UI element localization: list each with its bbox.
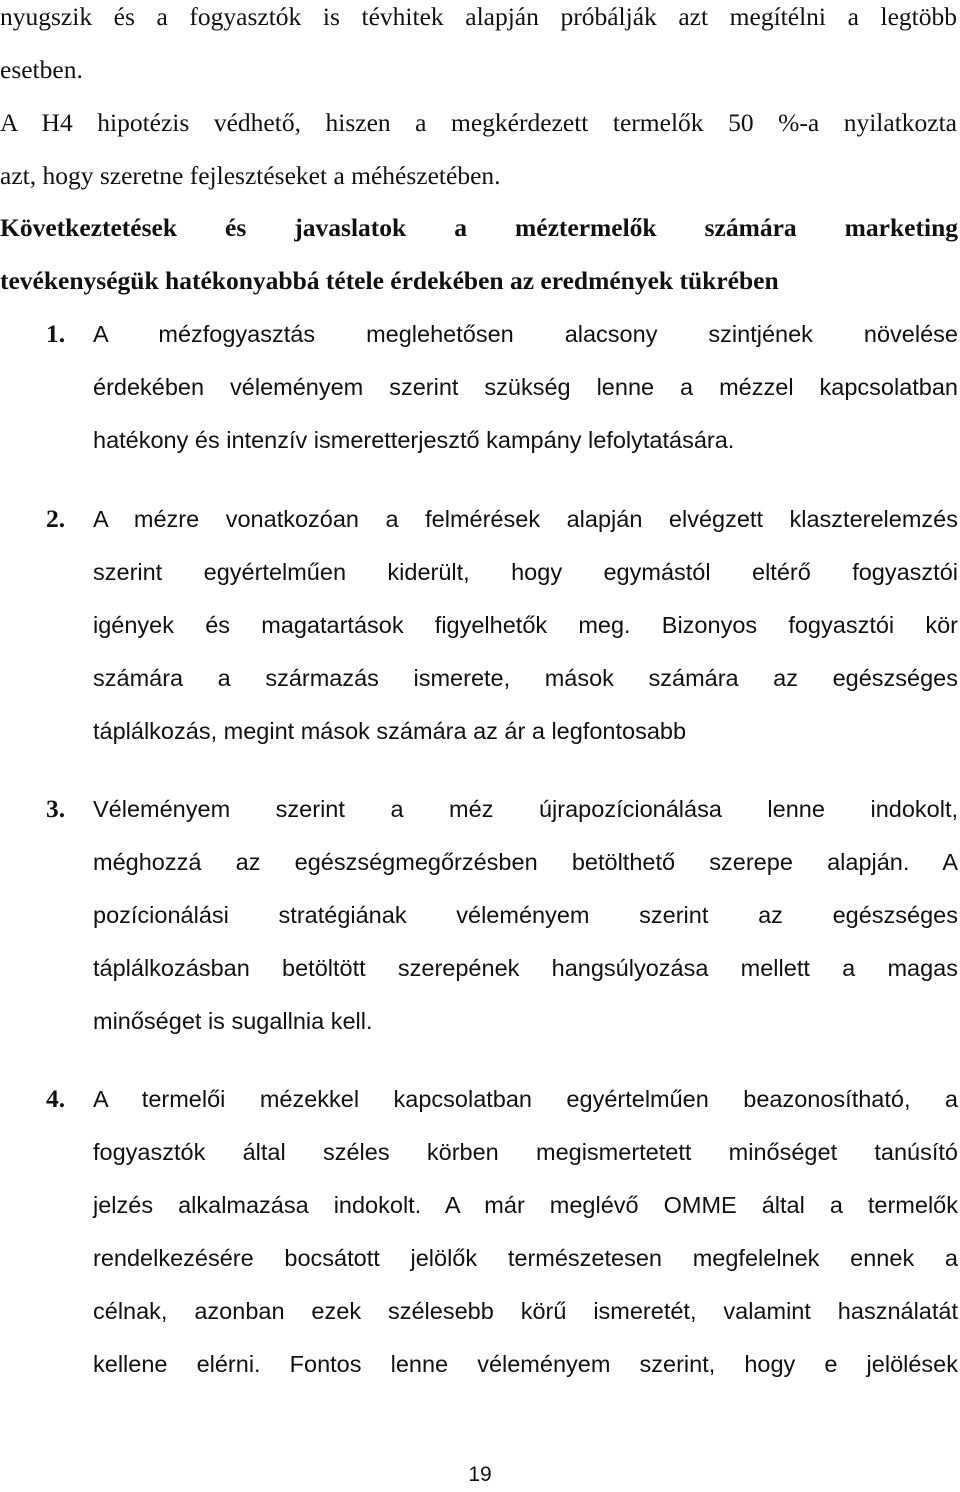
list-item-number: 1. bbox=[46, 319, 66, 348]
list-item-line: méghozzá az egészségmegőrzésben betölthető szerepe alapján. A bbox=[93, 849, 958, 875]
intro-line-4: azt, hogy szeretne fejlesztéseket a méhészetében. bbox=[0, 161, 501, 190]
list-item-line: Véleményem szerint a méz újrapozícionálása lenne indokolt, bbox=[93, 796, 958, 822]
intro-line-1: nyugszik és a fogyasztók is tévhitek alapján próbálják azt megítélni a legtöbb bbox=[0, 2, 957, 31]
section-heading-line-1: Következtetések és javaslatok a méztermelők számára marketing bbox=[0, 213, 958, 242]
intro-line-2: esetben. bbox=[0, 55, 83, 84]
list-item-line: táplálkozás, megint mások számára az ár a legfontosabb bbox=[93, 718, 687, 744]
list-item-number: 3. bbox=[46, 794, 66, 823]
list-item-line: minőséget is sugallnia kell. bbox=[93, 1008, 373, 1034]
list-item-line: A termelői mézekkel kapcsolatban egyértelműen beazonosítható, a bbox=[93, 1086, 958, 1112]
list-item-line: rendelkezésére bocsátott jelölők természetesen megfelelnek ennek a bbox=[93, 1245, 958, 1271]
list-item-line: táplálkozásban betöltött szerepének hangsúlyozása mellett a magas bbox=[93, 955, 958, 981]
list-item-line: jelzés alkalmazása indokolt. A már meglévő OMME által a termelők bbox=[93, 1192, 958, 1218]
list-item-line: A mézre vonatkozóan a felmérések alapján elvégzett klaszterelemzés bbox=[93, 506, 958, 532]
section-heading-line-2: tevékenységük hatékonyabbá tétele érdekében az eredmények tükrében bbox=[0, 266, 779, 295]
list-item-number: 4. bbox=[46, 1084, 66, 1113]
intro-line-3: A H4 hipotézis védhető, hiszen a megkérdezett termelők 50 %-a nyilatkozta bbox=[0, 108, 957, 137]
list-item-line: pozícionálási stratégiának véleményem szerint az egészséges bbox=[93, 902, 958, 928]
list-item-line: kellene elérni. Fontos lenne véleményem szerint, hogy e jelölések bbox=[93, 1351, 958, 1377]
list-item-line: A mézfogyasztás meglehetősen alacsony szintjének növelése bbox=[93, 321, 958, 347]
list-item-line: érdekében véleményem szerint szükség lenne a mézzel kapcsolatban bbox=[93, 374, 958, 400]
list-item-line: célnak, azonban ezek szélesebb körű ismeretét, valamint használatát bbox=[93, 1298, 958, 1324]
list-item-line: szerint egyértelműen kiderült, hogy egymástól eltérő fogyasztói bbox=[93, 559, 958, 585]
list-item-line: fogyasztók által széles körben megismertetett minőséget tanúsító bbox=[93, 1139, 958, 1165]
list-item-line: igények és magatartások figyelhetők meg. Bizonyos fogyasztói kör bbox=[93, 612, 958, 638]
page-number: 19 bbox=[468, 1463, 492, 1486]
list-item-number: 2. bbox=[46, 504, 66, 533]
list-item-line: hatékony és intenzív ismeretterjesztő kampány lefolytatására. bbox=[93, 427, 735, 453]
list-item-line: számára a származás ismerete, mások számára az egészséges bbox=[93, 665, 958, 691]
